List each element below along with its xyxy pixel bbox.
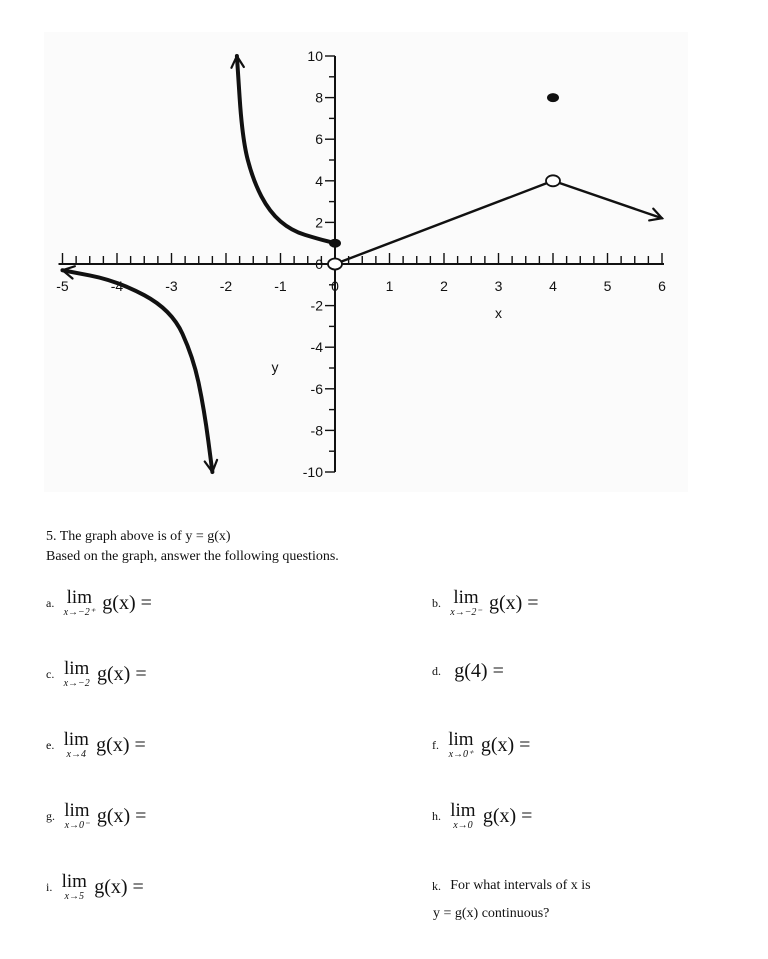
question-a xyxy=(46,588,152,618)
question-letter: d. xyxy=(432,664,441,678)
question-letter: i. xyxy=(46,879,53,894)
x-tick-label: 5 xyxy=(603,278,612,294)
continuity-question-text: For what intervals of x is xyxy=(450,878,591,893)
question-letter: a. xyxy=(46,595,55,610)
graph-panel xyxy=(44,32,688,492)
lim-word: lim xyxy=(61,871,87,892)
x-tick-label: 1 xyxy=(385,278,394,294)
limit-subscript: x→−2⁻ xyxy=(450,607,482,618)
x-tick-label: -4 xyxy=(110,278,124,294)
limit-expression: g(x) = xyxy=(96,804,147,827)
question-f xyxy=(432,730,530,760)
x-tick-label: 0 xyxy=(331,278,339,294)
limit-expression: g(x) = xyxy=(482,804,533,827)
x-tick-label: 2 xyxy=(440,278,448,294)
question-h xyxy=(432,801,532,831)
question-g xyxy=(46,801,146,831)
limit-expression: g(x) = xyxy=(94,875,144,898)
limit-expression: g(x) = xyxy=(488,591,539,614)
y-tick-label: -4 xyxy=(310,339,323,356)
y-axis-label: y xyxy=(271,359,279,376)
question-letter: g. xyxy=(46,808,55,823)
question-d xyxy=(432,660,504,683)
problem-intro xyxy=(46,527,339,567)
open-point xyxy=(328,259,342,270)
lim-word: lim xyxy=(63,729,89,750)
y-tick-label: 4 xyxy=(315,172,323,189)
question-letter: b. xyxy=(432,595,441,610)
x-tick-label: -2 xyxy=(219,278,233,294)
problem-instructions: Based on the graph, answer the following questions. xyxy=(46,549,339,564)
question-k xyxy=(432,876,591,896)
lim-word: lim xyxy=(64,800,90,821)
question-letter: h. xyxy=(432,808,441,823)
y-tick-label: -6 xyxy=(310,380,323,397)
graph-background xyxy=(44,32,688,492)
y-tick-label: 2 xyxy=(315,214,323,231)
question-i xyxy=(46,872,144,902)
lim-word: lim xyxy=(64,658,90,679)
x-tick-label: 3 xyxy=(494,278,503,294)
limit-subscript: x→4 xyxy=(66,749,86,760)
limit-subscript: x→−2 xyxy=(63,678,90,689)
limit-expression: g(x) = xyxy=(97,662,147,685)
y-tick-label: 6 xyxy=(315,131,323,148)
limit-expression: g(x) = xyxy=(102,591,152,614)
question-letter: e. xyxy=(46,737,55,752)
x-axis-label: x xyxy=(495,305,502,321)
x-tick-label: 6 xyxy=(658,278,666,294)
function-graph xyxy=(44,32,688,492)
limit-subscript: x→0⁺ xyxy=(448,749,474,760)
closed-point xyxy=(330,239,341,247)
lim-word: lim xyxy=(66,587,92,608)
x-tick-label: -5 xyxy=(56,278,69,294)
y-tick-label: -10 xyxy=(302,464,323,480)
y-tick-label: 10 xyxy=(307,48,323,64)
limit-subscript: x→−2⁺ xyxy=(63,607,96,618)
y-tick-label: 8 xyxy=(315,89,323,106)
question-letter: c. xyxy=(46,666,55,681)
closed-point xyxy=(548,94,559,102)
limit-subscript: x→0⁻ xyxy=(64,820,90,831)
y-tick-label: -8 xyxy=(310,422,323,439)
limit-subscript: x→5 xyxy=(64,891,84,902)
lim-word: lim xyxy=(453,587,479,608)
y-tick-label: -2 xyxy=(310,297,323,314)
question-letter: f. xyxy=(432,737,439,752)
problem-statement: 5. The graph above is of y = g(x) xyxy=(46,529,231,544)
function-value-expression: g(4) = xyxy=(454,660,504,682)
x-tick-label: -1 xyxy=(274,278,287,294)
question-letter: k. xyxy=(432,878,441,893)
lim-word: lim xyxy=(448,729,474,750)
limit-expression: g(x) = xyxy=(480,733,531,756)
question-e xyxy=(46,730,146,760)
x-tick-label: -3 xyxy=(165,278,178,294)
limit-expression: g(x) = xyxy=(96,733,146,756)
question-c xyxy=(46,659,147,689)
question-b xyxy=(432,588,539,618)
lim-word: lim xyxy=(450,800,476,821)
limit-subscript: x→0 xyxy=(453,820,473,831)
open-point xyxy=(546,175,560,186)
x-tick-label: 4 xyxy=(549,278,557,294)
continuity-question-text-2: y = g(x) continuous? xyxy=(433,906,550,921)
y-tick-label: 0 xyxy=(315,256,323,272)
